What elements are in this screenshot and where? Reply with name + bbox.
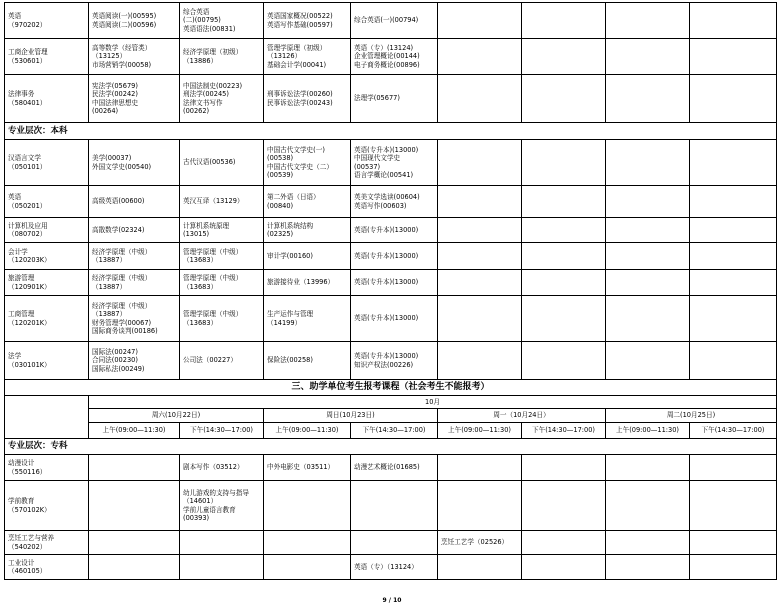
course-cell xyxy=(690,481,777,531)
course-cell xyxy=(522,140,606,186)
table-row xyxy=(5,270,777,296)
exam-schedule-table xyxy=(4,2,777,580)
session-header: 下午(14:30—17:00) xyxy=(180,423,264,439)
course-cell xyxy=(606,531,690,555)
page-number: 9 / 10 xyxy=(382,597,402,604)
course-cell xyxy=(690,270,777,296)
course-cell: 计算机系统结构 (02325) xyxy=(264,218,351,243)
table-row xyxy=(5,555,777,580)
major-cell: 工商管理 （120201K） xyxy=(5,296,89,342)
major-cell: 英语 （050201） xyxy=(5,186,89,218)
course-cell: 古代汉语(00536) xyxy=(180,140,264,186)
course-cell: 高级英语(00600) xyxy=(89,186,180,218)
course-cell xyxy=(438,342,522,380)
course-cell xyxy=(690,531,777,555)
course-cell xyxy=(606,342,690,380)
table-row xyxy=(5,531,777,555)
course-cell xyxy=(438,39,522,75)
table-row xyxy=(5,296,777,342)
course-cell xyxy=(522,218,606,243)
course-cell xyxy=(438,75,522,123)
course-cell xyxy=(522,455,606,481)
course-cell xyxy=(180,531,264,555)
course-cell xyxy=(606,481,690,531)
day-header: 周二(10月25日) xyxy=(606,409,777,423)
course-cell xyxy=(522,342,606,380)
course-cell: 英语（专）(13124) 企业管理概论(00144) 电子商务概论(00896) xyxy=(351,39,438,75)
course-cell xyxy=(606,243,690,270)
major-cell: 烹饪工艺与营养 （540202） xyxy=(5,531,89,555)
course-cell xyxy=(522,243,606,270)
section-title: 三、助学单位考生报考课程（社会考生不能报考） xyxy=(5,380,777,396)
course-cell xyxy=(522,186,606,218)
major-cell: 工业设计 （460105） xyxy=(5,555,89,580)
course-cell xyxy=(264,481,351,531)
course-cell: 中外电影史（03511） xyxy=(264,455,351,481)
course-cell xyxy=(606,39,690,75)
major-cell: 法律事务 （580401） xyxy=(5,75,89,123)
course-cell xyxy=(522,296,606,342)
course-cell xyxy=(606,3,690,39)
course-cell xyxy=(690,3,777,39)
course-cell xyxy=(606,555,690,580)
major-cell: 学前教育 （570102K） xyxy=(5,481,89,531)
course-cell: 第二外语（日语） (00840) xyxy=(264,186,351,218)
major-cell: 英语 （970202） xyxy=(5,3,89,39)
course-cell: 旅游接待业（13996） xyxy=(264,270,351,296)
table-row xyxy=(5,3,777,39)
course-cell xyxy=(606,186,690,218)
course-cell: 英语(专升本)(13000) xyxy=(351,270,438,296)
major-cell: 法学 （030101K） xyxy=(5,342,89,380)
course-cell: 生产运作与管理 （14199） xyxy=(264,296,351,342)
course-cell xyxy=(89,455,180,481)
course-cell xyxy=(89,531,180,555)
course-cell xyxy=(89,555,180,580)
course-cell: 管理学原理（初级） （13126） 基础会计学(00041) xyxy=(264,39,351,75)
course-cell: 英语阅读(一)(00595) 英语阅读(二)(00596) xyxy=(89,3,180,39)
course-cell: 综合英语 (二)(00795) 英语语法(00831) xyxy=(180,3,264,39)
table-row xyxy=(5,342,777,380)
course-cell: 动漫艺术概论(01685) xyxy=(351,455,438,481)
course-cell: 公司法（00227） xyxy=(180,342,264,380)
month-header: 10月 xyxy=(89,396,777,409)
course-cell xyxy=(438,455,522,481)
course-cell xyxy=(264,555,351,580)
course-cell: 审计学(00160) xyxy=(264,243,351,270)
major-cell: 会计学 （120203K） xyxy=(5,243,89,270)
course-cell: 英语(专升本)(13000) xyxy=(351,243,438,270)
table-row xyxy=(5,481,777,531)
course-cell: 中国法制史(00223) 刑法学(00245) 法律文书写作 (00262) xyxy=(180,75,264,123)
course-cell: 刑事诉讼法学(00260) 民事诉讼法学(00243) xyxy=(264,75,351,123)
table-row xyxy=(5,186,777,218)
course-cell: 英语(专升本)(13000) xyxy=(351,296,438,342)
course-cell xyxy=(351,481,438,531)
course-cell: 管理学原理（中级） （13683） xyxy=(180,270,264,296)
course-cell xyxy=(522,39,606,75)
course-cell: 法理学(05677) xyxy=(351,75,438,123)
course-cell xyxy=(438,243,522,270)
course-cell: 经济学原理（中级） （13887） xyxy=(89,270,180,296)
course-cell xyxy=(438,270,522,296)
course-cell: 烹饪工艺学（02526） xyxy=(438,531,522,555)
course-cell xyxy=(438,296,522,342)
course-cell xyxy=(438,186,522,218)
course-cell: 保险法(00258) xyxy=(264,342,351,380)
course-cell xyxy=(351,531,438,555)
course-cell xyxy=(690,455,777,481)
session-header: 上午(09:00—11:30) xyxy=(438,423,522,439)
major-cell: 计算机及应用 （080702） xyxy=(5,218,89,243)
table-row xyxy=(5,75,777,123)
course-cell xyxy=(606,75,690,123)
course-cell xyxy=(690,218,777,243)
course-cell: 中国古代文学史(一) (00538) 中国古代文学史（二） (00539) xyxy=(264,140,351,186)
day-header: 周一（10月24日） xyxy=(438,409,606,423)
course-cell xyxy=(606,270,690,296)
session-header: 上午(09:00—11:30) xyxy=(606,423,690,439)
course-cell: 高等数学（经管类） （13125） 市场营销学(00058) xyxy=(89,39,180,75)
course-cell xyxy=(606,218,690,243)
course-cell xyxy=(438,481,522,531)
course-cell: 英汉互译（13129） xyxy=(180,186,264,218)
course-cell: 高散数学(02324) xyxy=(89,218,180,243)
course-cell xyxy=(690,555,777,580)
course-cell xyxy=(438,140,522,186)
session-header: 上午(09:00—11:30) xyxy=(89,423,180,439)
course-cell xyxy=(522,531,606,555)
course-cell xyxy=(606,140,690,186)
major-cell: 旅游管理 （120901K） xyxy=(5,270,89,296)
course-cell xyxy=(522,75,606,123)
course-cell xyxy=(690,296,777,342)
header-corner xyxy=(5,396,89,439)
course-cell xyxy=(180,555,264,580)
session-header: 下午(14:30—17:00) xyxy=(351,423,438,439)
session-header: 上午(09:00—11:30) xyxy=(264,423,351,439)
course-cell: 英语(专升本)(13000) 知识产权法(00226) xyxy=(351,342,438,380)
course-cell: 经济学原理（中级） （13887） xyxy=(89,243,180,270)
course-cell xyxy=(690,243,777,270)
course-cell xyxy=(264,531,351,555)
course-cell xyxy=(690,75,777,123)
course-cell xyxy=(522,3,606,39)
course-cell: 英美文学选读(00604) 英语写作(00603) xyxy=(351,186,438,218)
course-cell xyxy=(690,186,777,218)
major-cell: 动漫设计 （550116） xyxy=(5,455,89,481)
course-cell xyxy=(438,3,522,39)
course-cell: 英语(专升本)(13000) 中国现代文学史 (00537) 语言学概论(00541) xyxy=(351,140,438,186)
table-row xyxy=(5,455,777,481)
table-row xyxy=(5,140,777,186)
level-heading-junior: 专业层次：专科 xyxy=(5,439,777,455)
course-cell: 幼儿游戏的支持与指导（14601） 学前儿童语言教育 (00393) xyxy=(180,481,264,531)
day-header: 周日(10月23日) xyxy=(264,409,438,423)
course-cell xyxy=(522,481,606,531)
day-header: 周六(10月22日) xyxy=(89,409,264,423)
table-row xyxy=(5,39,777,75)
course-cell xyxy=(522,270,606,296)
course-cell xyxy=(690,342,777,380)
course-cell xyxy=(89,481,180,531)
course-cell: 英语国家概况(00522) 英语写作基础(00597) xyxy=(264,3,351,39)
major-cell: 汉语言文学 （050101） xyxy=(5,140,89,186)
course-cell: 综合英语(一)(00794) xyxy=(351,3,438,39)
course-cell: 美学(00037) 外国文学史(00540) xyxy=(89,140,180,186)
course-cell: 经济学原理（初级） （13886） xyxy=(180,39,264,75)
major-cell: 工商企业管理 （530601） xyxy=(5,39,89,75)
session-header: 下午(14:30—17:00) xyxy=(690,423,777,439)
course-cell xyxy=(606,455,690,481)
course-cell: 英语(专升本)(13000) xyxy=(351,218,438,243)
course-cell: 剧本写作（03512） xyxy=(180,455,264,481)
course-cell: 计算机系统原理 (13015) xyxy=(180,218,264,243)
course-cell: 宪法学(05679) 民法学(00242) 中国法律思想史 (00264) xyxy=(89,75,180,123)
course-cell xyxy=(606,296,690,342)
course-cell: 英语（专）（13124） xyxy=(351,555,438,580)
table-row xyxy=(5,218,777,243)
course-cell: 经济学原理（中级） （13887） 财务管理学(00067) 国际商务谈判(00186) xyxy=(89,296,180,342)
course-cell: 管理学原理（中级） （13683） xyxy=(180,296,264,342)
session-header: 下午(14:30—17:00) xyxy=(522,423,606,439)
course-cell xyxy=(438,555,522,580)
course-cell xyxy=(690,140,777,186)
course-cell xyxy=(522,555,606,580)
table-row xyxy=(5,243,777,270)
level-heading-undergrad: 专业层次：本科 xyxy=(5,123,777,140)
course-cell: 管理学原理（中级） （13683） xyxy=(180,243,264,270)
course-cell xyxy=(690,39,777,75)
course-cell xyxy=(438,218,522,243)
course-cell: 国际法(00247) 合同法(00230) 国际私法(00249) xyxy=(89,342,180,380)
